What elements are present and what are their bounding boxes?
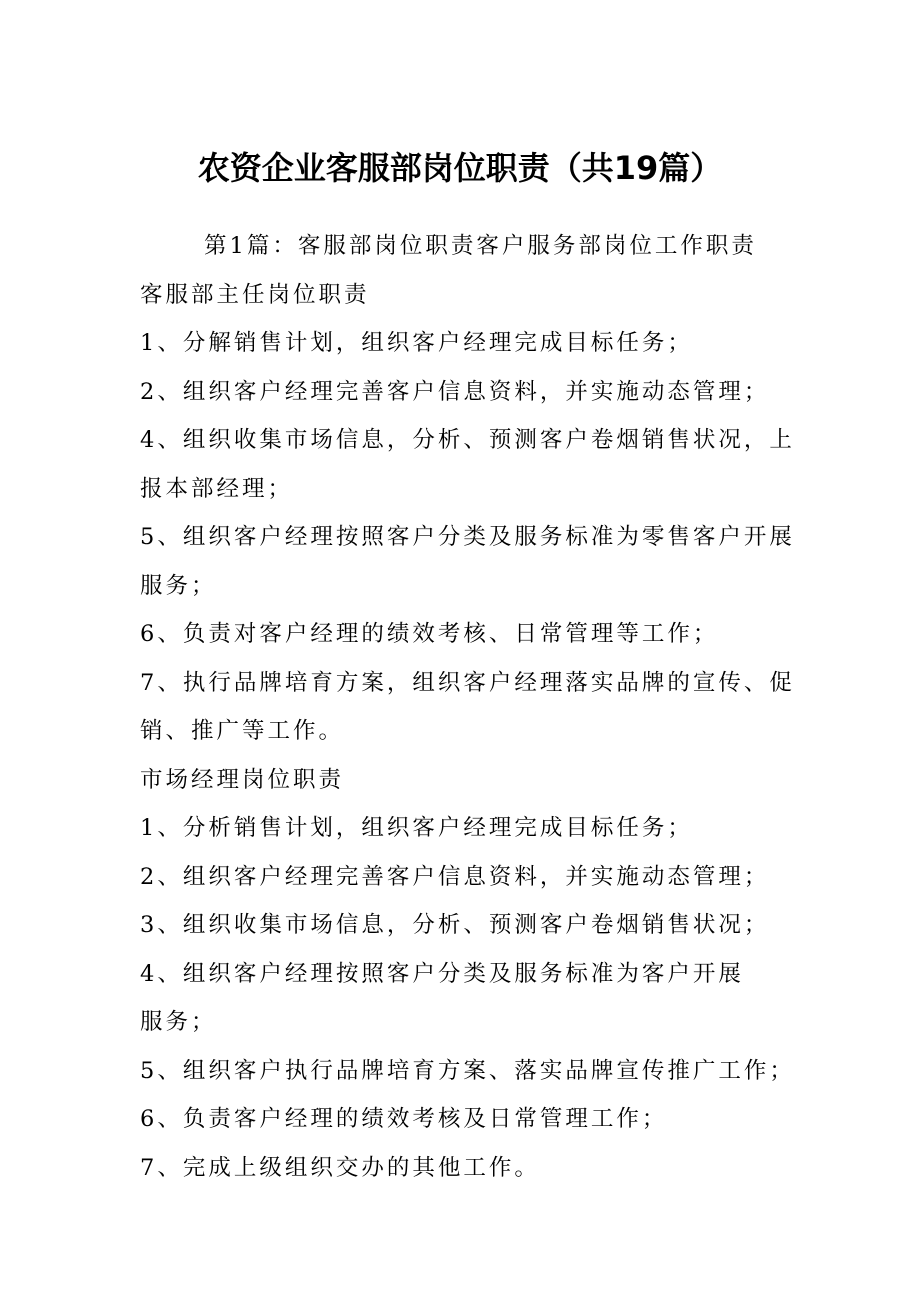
paragraph-line: 5、组织客户经理按照客户分类及服务标准为零售客户开展	[140, 524, 795, 550]
paragraph-line: 4、组织收集市场信息，分析、预测客户卷烟销售状况，上	[140, 427, 795, 453]
paragraph-line: 6、负责客户经理的绩效考核及日常管理工作；	[140, 1106, 668, 1132]
paragraph-line: 7、执行品牌培育方案，组织客户经理落实品牌的宣传、促	[140, 669, 795, 696]
section-heading: 第1篇：客服部岗位职责客户服务部岗位工作职责	[204, 233, 757, 259]
subsection-heading: 市场经理岗位职责	[140, 766, 345, 793]
document-title: 农资企业客服部岗位职责（共19篇）	[197, 149, 723, 187]
document-body	[140, 222, 800, 1192]
paragraph-line: 销、推广等工作。	[140, 718, 345, 744]
paragraph-line: 5、组织客户执行品牌培育方案、落实品牌宣传推广工作；	[140, 1057, 795, 1084]
paragraph-line: 2、组织客户经理完善客户信息资料，并实施动态管理；	[140, 863, 770, 890]
subsection-heading: 客服部主任岗位职责	[140, 281, 370, 308]
paragraph-line: 7、完成上级组织交办的其他工作。	[140, 1154, 540, 1181]
paragraph-line: 1、分析销售计划，组织客户经理完成目标任务；	[140, 815, 693, 841]
paragraph-line: 报本部经理；	[140, 475, 294, 502]
paragraph-line: 服务；	[140, 1009, 217, 1035]
paragraph-line: 3、组织收集市场信息，分析、预测客户卷烟销售状况；	[140, 912, 770, 938]
paragraph-line: 2、组织客户经理完善客户信息资料，并实施动态管理；	[140, 378, 770, 405]
paragraph-line: 1、分解销售计划，组织客户经理完成目标任务；	[140, 330, 693, 356]
paragraph-line: 6、负责对客户经理的绩效考核、日常管理等工作；	[140, 621, 719, 647]
paragraph-line: 服务；	[140, 572, 217, 599]
paragraph-line: 4、组织客户经理按照客户分类及服务标准为客户开展	[140, 960, 744, 987]
